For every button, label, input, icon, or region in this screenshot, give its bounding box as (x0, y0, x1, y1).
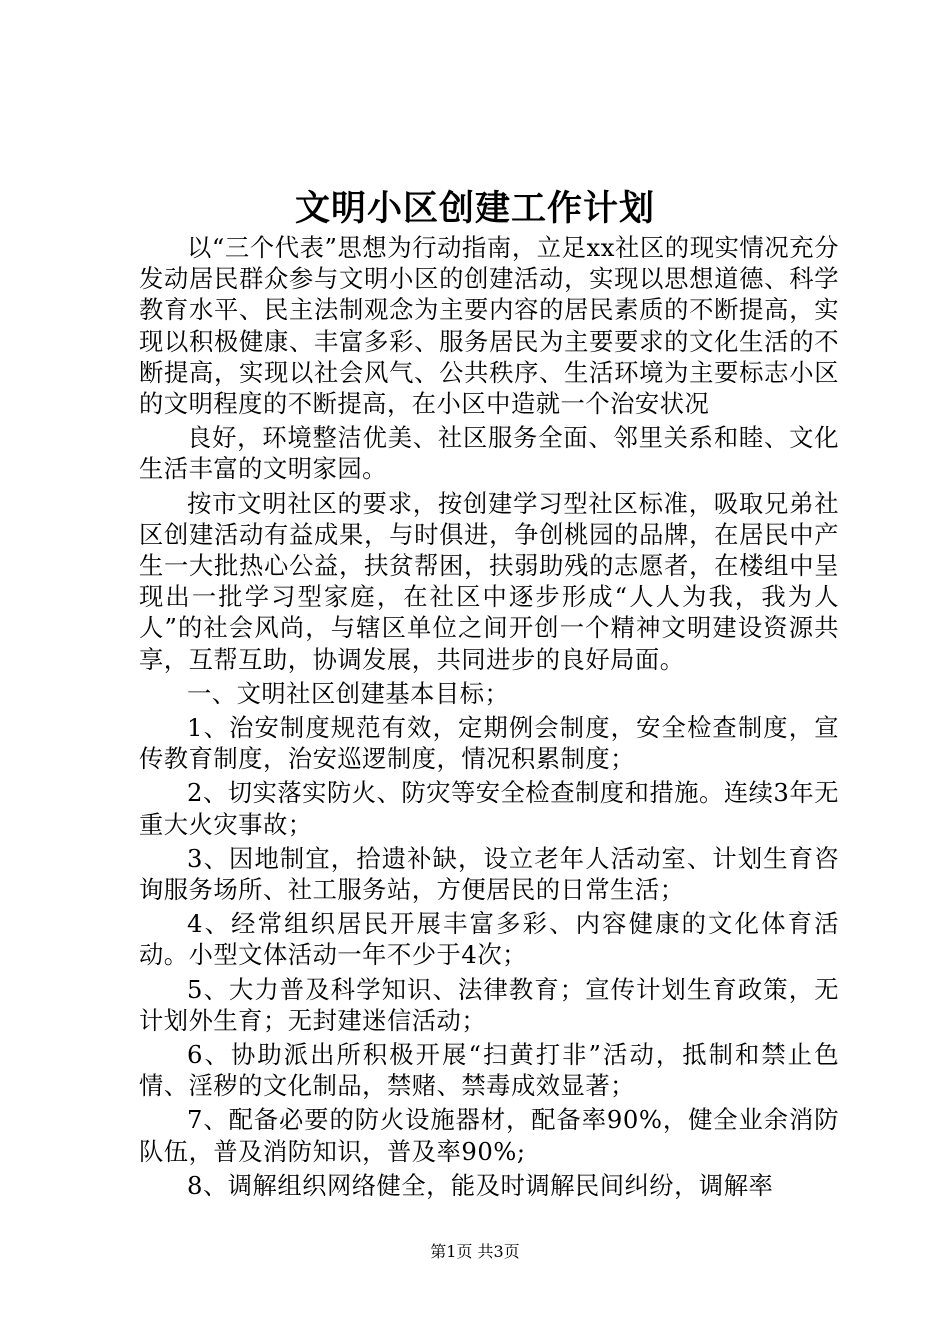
document-body (139, 232, 839, 1201)
goal-item-3: 3、因地制宜，拾遗补缺，设立老年人活动室、计划生育咨询服务场所、社工服务站，方便居民的日常生活； (139, 843, 839, 905)
goal-item-7: 7、配备必要的防火设施器材，配备率90%，健全业余消防队伍，普及消防知识，普及率90%; (139, 1105, 839, 1166)
document-title: 文明小区创建工作计划 (294, 188, 655, 229)
page-footer: 第1页 共3页 (430, 1242, 520, 1261)
goal-item-8: 8、调解组织网络健全，能及时调解民间纠纷，调解率 (187, 1170, 774, 1200)
goal-item-6: 6、协助派出所积极开展“扫黄打非”活动，抵制和禁止色情、淫秽的文化制品，禁赌、禁毒成效显著； (139, 1040, 839, 1101)
paragraph-requirements: 按市文明社区的要求，按创建学习型社区标准，吸取兄弟社区创建活动有益成果，与时俱进，争创桃园的品牌，在居民中产生一大批热心公益，扶贫帮困，扶弱助残的志愿者，在楼组中呈现出一批学习型家庭，在社区中逐步形成“人人为我，我为人人”的社会风尚，与辖区单位之间开创一个精神文明建设资源共享，互帮互助，协调发展，共同进步的良好局面。 (139, 488, 839, 674)
goal-item-4: 4、经常组织居民开展丰富多彩、内容健康的文化体育活动。小型文体活动一年不少于4次； (139, 909, 839, 970)
section-heading-goals: 一、文明社区创建基本目标； (187, 678, 510, 708)
goal-item-2: 2、切实落实防火、防灾等安全检查制度和措施。连续3年无重大火灾事故； (139, 778, 839, 839)
paragraph-intro-continued: 良好，环境整洁优美、社区服务全面、邻里关系和睦、文化生活丰富的文明家园。 (139, 423, 839, 484)
goal-item-1: 1、治安制度规范有效，定期例会制度，安全检查制度，宣传教育制度，治安巡逻制度，情况积累制度； (139, 713, 839, 774)
goal-item-5: 5、大力普及科学知识、法律教育；宣传计划生育政策，无计划外生育；无封建迷信活动； (139, 974, 839, 1035)
paragraph-intro: 以“三个代表”思想为行动指南，立足xx社区的现实情况充分发动居民群众参与文明小区的创建活动，实现以思想道德、科学教育水平、民主法制观念为主要内容的居民素质的不断提高，实现以积极健康、丰富多彩、服务居民为主要要求的文化生活的不断提高，实现以社会风气、公共秩序、生活环境为主要标志小区的文明程度的不断提高，在小区中造就一个治安状况 (139, 233, 839, 419)
